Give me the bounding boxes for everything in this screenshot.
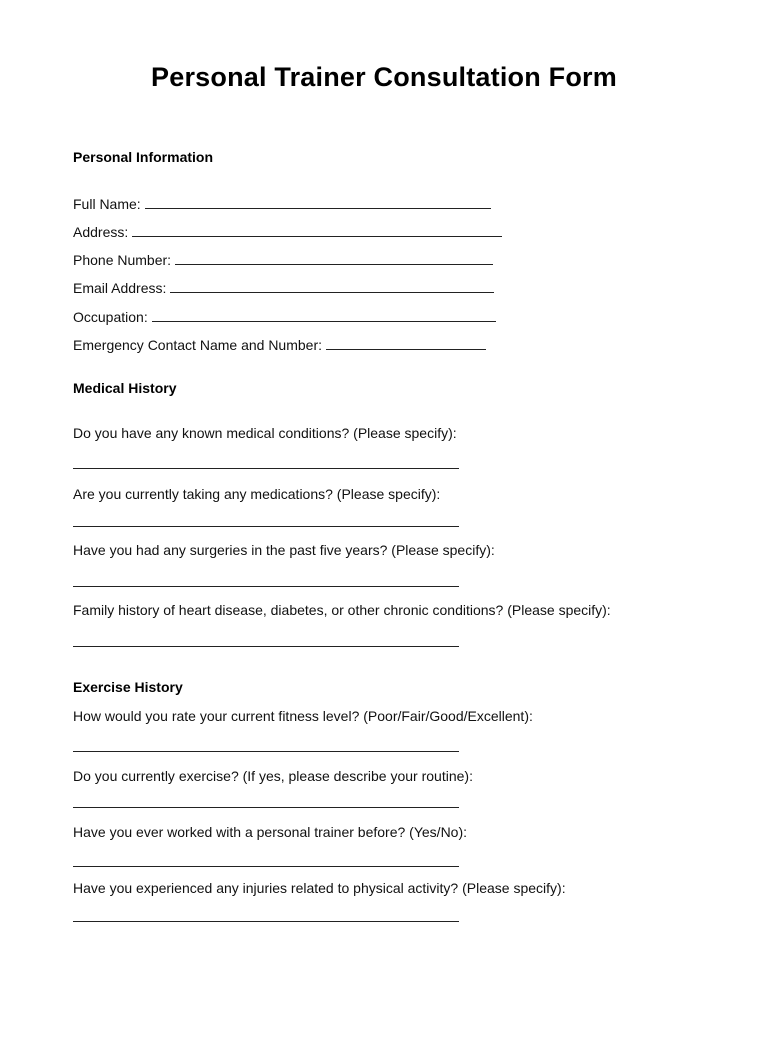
- email-address-field: [73, 278, 494, 296]
- fitness-level-question: How would you rate your current fitness level? (Poor/Fair/Good/Excellent):: [73, 708, 533, 724]
- emergency-contact-input-line[interactable]: [326, 335, 486, 350]
- address-input-line[interactable]: [132, 222, 502, 237]
- injuries-question: Have you experienced any injuries related to physical activity? (Please specify):: [73, 880, 566, 896]
- email-address-label: Email Address:: [73, 280, 167, 296]
- occupation-label: Occupation:: [73, 309, 148, 325]
- address-label: Address:: [73, 224, 129, 240]
- medical-history-heading: Medical History: [73, 380, 177, 396]
- medical-conditions-question: Do you have any known medical conditions? (Please specify):: [73, 425, 457, 441]
- emergency-contact-field: [73, 335, 486, 353]
- current-exercise-answer-line[interactable]: [73, 807, 459, 808]
- full-name-input-line[interactable]: [145, 194, 491, 209]
- personal-information-heading: Personal Information: [73, 149, 214, 165]
- medical-conditions-answer-line[interactable]: [73, 468, 459, 469]
- surgeries-answer-line[interactable]: [73, 586, 459, 587]
- current-exercise-question: Do you currently exercise? (If yes, please describe your routine):: [73, 768, 473, 784]
- exercise-history-heading: Exercise History: [73, 679, 183, 695]
- family-history-answer-line[interactable]: [73, 646, 459, 647]
- phone-number-field: [73, 250, 493, 268]
- occupation-field: [73, 307, 496, 325]
- emergency-contact-label: Emergency Contact Name and Number:: [73, 337, 322, 353]
- phone-number-input-line[interactable]: [175, 250, 493, 265]
- personal-trainer-answer-line[interactable]: [73, 866, 459, 867]
- occupation-input-line[interactable]: [152, 307, 496, 322]
- phone-number-label: Phone Number:: [73, 252, 172, 268]
- medications-question: Are you currently taking any medications? (Please specify):: [73, 486, 441, 502]
- full-name-label: Full Name:: [73, 196, 141, 212]
- address-field: [73, 222, 502, 240]
- surgeries-question: Have you had any surgeries in the past five years? (Please specify):: [73, 542, 495, 558]
- injuries-answer-line[interactable]: [73, 921, 459, 922]
- family-history-question: Family history of heart disease, diabetes, or other chronic conditions? (Please specify):: [73, 602, 611, 618]
- form-title: Personal Trainer Consultation Form: [151, 62, 617, 92]
- medications-answer-line[interactable]: [73, 526, 459, 527]
- personal-trainer-question: Have you ever worked with a personal trainer before? (Yes/No):: [73, 824, 468, 840]
- email-address-input-line[interactable]: [170, 278, 494, 293]
- full-name-field: [73, 194, 491, 212]
- fitness-level-answer-line[interactable]: [73, 751, 459, 752]
